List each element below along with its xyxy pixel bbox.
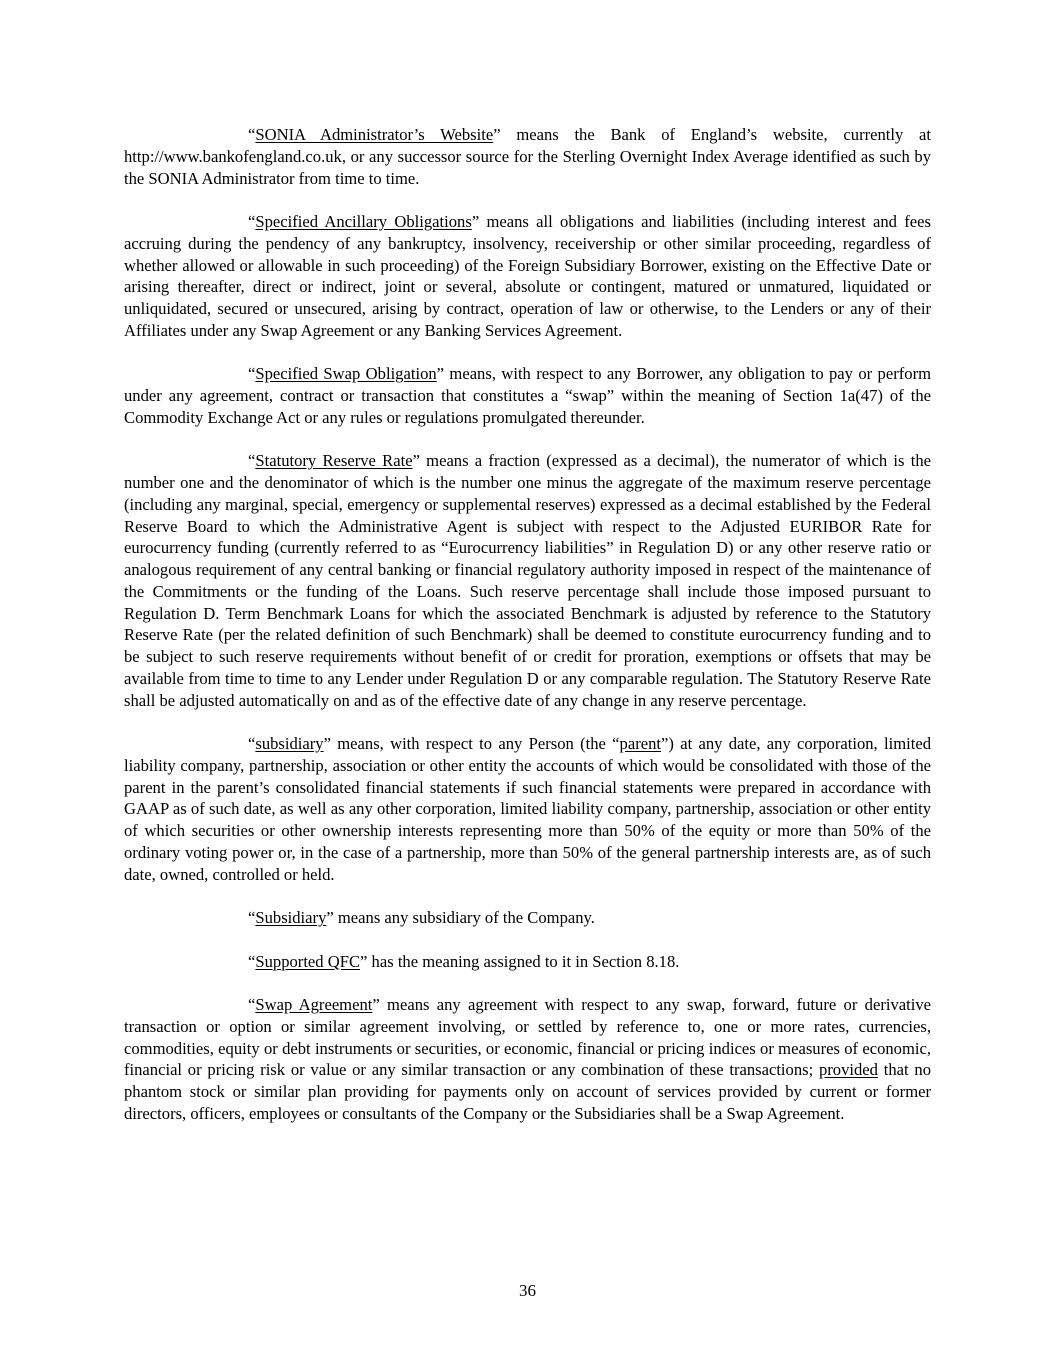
defined-term: subsidiary xyxy=(255,734,324,753)
document-body xyxy=(124,124,931,1146)
definition-text: that no phantom stock or similar plan providing for payments only on account of services provided by current or former directors, officers, employees or consultants of the Company or the Subsidiaries shall be a Swap Agreement. xyxy=(124,1060,931,1123)
defined-term: Specified Swap Obligation xyxy=(255,364,437,384)
definition-subsidiary-lower xyxy=(124,733,931,885)
definition-supported-qfc xyxy=(124,951,931,973)
quote: “ xyxy=(248,951,256,971)
quote: “ xyxy=(248,451,256,471)
definition-text: ” means, with respect to any Person (the “ xyxy=(323,734,620,753)
definition-text: ” means the Bank of England’s website, currently at http://www.bankofengland.co.uk, or any successor source for the Sterling Overnight Index Average identified as such by the SONIA Administrator from time to time. xyxy=(124,125,931,188)
definition-text: ” means all obligations and liabilities (including interest and fees accruing during the pendency of any bankruptcy, insolvency, receivership or other similar proceeding, regardless of whether allowed or allowable in such proceeding) of the Foreign Subsidiary Borrower, existing on the Effective Date or arising thereafter, direct or indirect, joint or several, absolute or contingent, matured or unmatured, liquidated or unliquidated, secured or unsecured, arising by contract, operation of law or otherwise, to the Lenders or any of their Affiliates under any Swap Agreement or any Banking Services Agreement. xyxy=(124,212,931,340)
definition-text: ” means, with respect to any Borrower, any obligation to pay or perform under any agreement, contract or transaction that constitutes a “swap” within the meaning of Section 1a(47) of the Commodity Exchange Act or any rules or regulations promulgated thereunder. xyxy=(124,364,932,427)
defined-term: parent xyxy=(619,734,662,753)
defined-term: Swap Agreement xyxy=(255,995,373,1014)
defined-term: SONIA Administrator’s Website xyxy=(255,125,494,144)
defined-term: Supported QFC xyxy=(255,951,361,971)
definition-sonia-administrators-website xyxy=(124,124,931,189)
definition-specified-swap-obligation xyxy=(124,363,931,428)
quote: “ xyxy=(248,908,256,927)
definition-statutory-reserve-rate xyxy=(124,450,931,711)
defined-term: Specified Ancillary Obligations xyxy=(255,212,472,231)
defined-term: Subsidiary xyxy=(255,908,327,927)
emphasis-provided: provided xyxy=(818,1060,878,1080)
definition-specified-ancillary-obligations xyxy=(124,211,931,342)
page-number: 36 xyxy=(519,1281,536,1300)
quote: “ xyxy=(248,125,256,144)
definition-text: ” means any subsidiary of the Company. xyxy=(326,908,595,927)
quote: “ xyxy=(248,734,256,753)
defined-term: Statutory Reserve Rate xyxy=(255,451,413,471)
definition-text: ”) at any date, any corporation, limited liability company, partnership, association or other entity the accounts of which would be consolidated with those of the parent in the parent’s consolidated financial statements if such financial statements were prepared in accordance with GAAP as of such date, as well as any other corporation, limited liability company, partnership, association or other entity of which securities or other ownership interests representing more than 50% of the equity or more than 50% of the ordinary voting power or, in the case of a partnership, more than 50% of the general partnership interests are, as of such date, owned, controlled or held. xyxy=(124,734,931,884)
quote: “ xyxy=(248,364,256,384)
quote: “ xyxy=(248,212,256,231)
definition-text: ” has the meaning assigned to it in Section 8.18. xyxy=(360,951,680,971)
definition-subsidiary xyxy=(124,907,931,929)
definition-text: ” means any agreement with respect to any swap, forward, future or derivative transaction or option or similar agreement involving, or settled by reference to, one or more rates, currencies, commodities, equity or debt instruments or securities, or economic, financial or pricing indices or measures of economic, financial or pricing risk or value or any similar transaction or any combination of these transactions; xyxy=(124,995,932,1080)
definition-text: ” means a fraction (expressed as a decimal), the numerator of which is the number one and the denominator of which is the number one minus the aggregate of the maximum reserve percentage (including any marginal, special, emergency or supplemental reserves) expressed as a decimal established by the Federal Reserve Board to which the Administrative Agent is subject with respect to the Adjusted EURIBOR Rate for eurocurrency funding (currently referred to as “Eurocurrency liabilities” in Regulation D) or any other reserve ratio or analogous requirement of any central banking or financial regulatory authority imposed in respect of the maintenance of the Commitments or the funding of the Loans. Such reserve percentage shall include those imposed pursuant to Regulation D. Term Benchmark Loans for which the associated Benchmark is adjusted by reference to the Statutory Reserve Rate (per the related definition of such Benchmark) shall be deemed to constitute eurocurrency funding and to be subject to such reserve requirements without benefit of or credit for proration, exemptions or offsets that may be available from time to time to any Lender under Regulation D or any comparable regulation. The Statutory Reserve Rate shall be adjusted automatically on and as of the effective date of any change in any reserve percentage. xyxy=(124,451,931,710)
definition-swap-agreement xyxy=(124,994,931,1125)
quote: “ xyxy=(248,995,256,1014)
